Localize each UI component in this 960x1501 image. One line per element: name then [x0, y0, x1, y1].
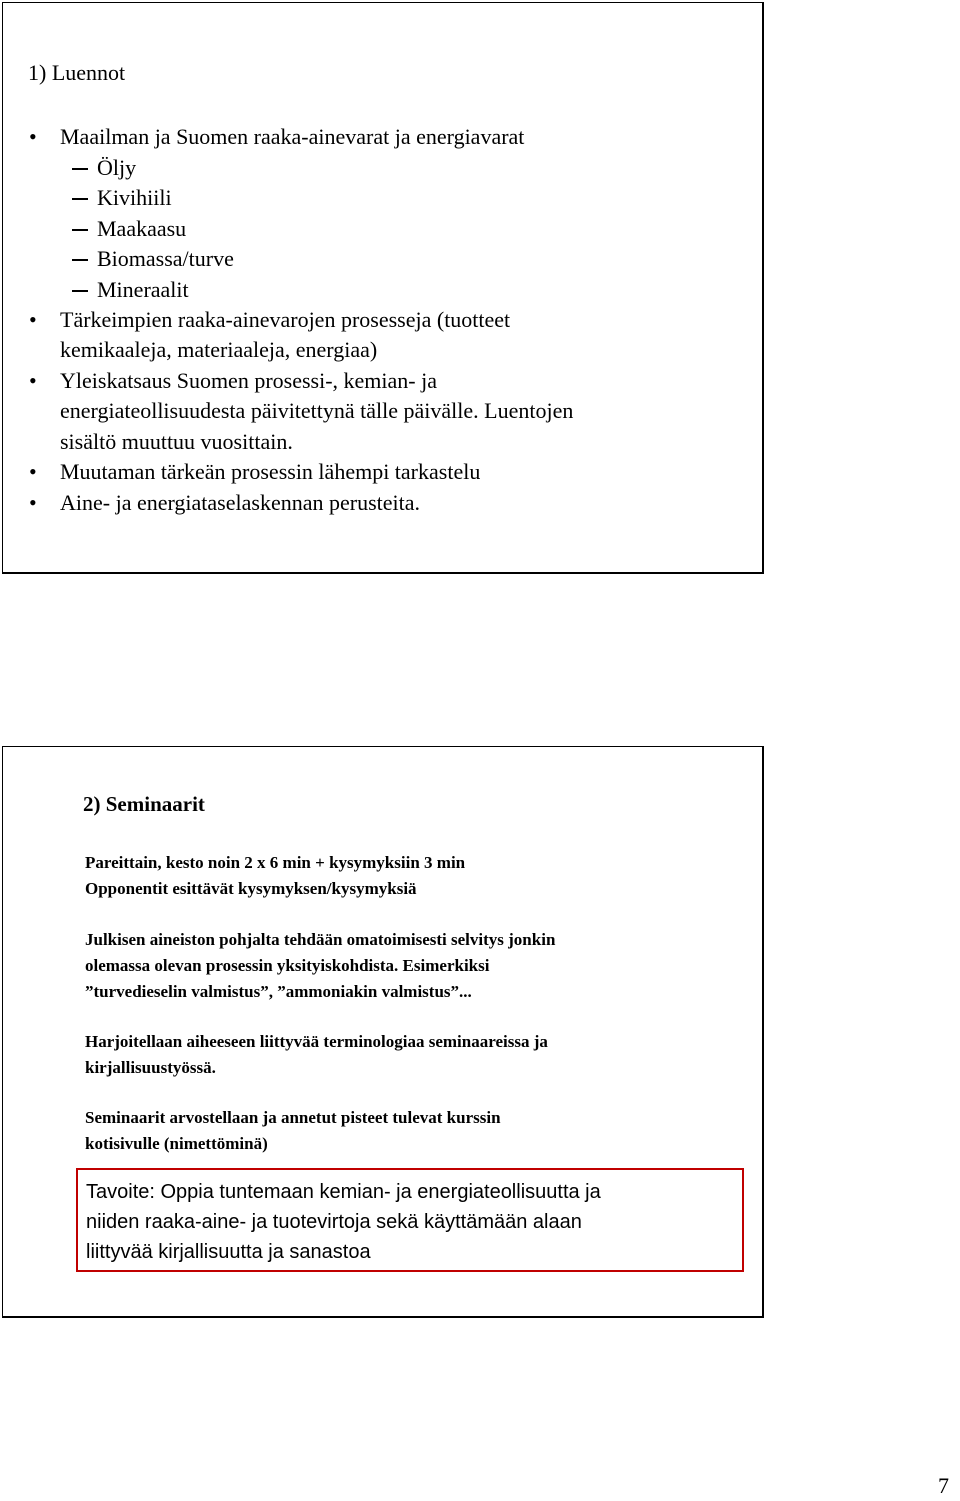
bullet-closer-look: Muutaman tärkeän prosessin lähempi tarkastelu — [60, 459, 481, 484]
dash-icon — [72, 198, 88, 200]
goal-line3: liittyvää kirjallisuutta ja sanastoa — [86, 1241, 371, 1263]
bullet-icon: • — [29, 124, 37, 149]
slide1-title: 1) Luennot — [28, 60, 126, 85]
seminar-grading-line2: kotisivulle (nimettöminä) — [85, 1134, 268, 1153]
goal-line1: Tavoite: Oppia tuntemaan kemian- ja energiateollisuutta ja — [86, 1181, 601, 1203]
seminar-task-line1: Julkisen aineiston pohjalta tehdään omatoimisesti selvitys jonkin — [85, 930, 556, 949]
seminar-format-line2: Opponentit esittävät kysymyksen/kysymyksiä — [85, 879, 417, 898]
seminar-task-line2: olemassa olevan prosessin yksityiskohdista. Esimerkiksi — [85, 956, 490, 975]
bullet-icon: • — [29, 368, 37, 393]
subitem-oil: Öljy — [97, 155, 137, 180]
goal-box — [76, 1168, 744, 1272]
subitem-natural-gas: Maakaasu — [97, 216, 187, 241]
page-number: 7 — [938, 1473, 949, 1498]
seminar-format-line1: Pareittain, kesto noin 2 x 6 min + kysymyksiin 3 min — [85, 853, 466, 872]
dash-icon — [72, 229, 88, 231]
bullet-overview-line1: Yleiskatsaus Suomen prosessi-, kemian- ja — [60, 368, 437, 393]
subitem-coal: Kivihiili — [97, 185, 172, 210]
bullet-icon: • — [29, 490, 37, 515]
subitem-minerals: Mineraalit — [97, 277, 189, 302]
bullet-balance-calc: Aine- ja energiataselaskennan perusteita. — [60, 490, 420, 515]
bullet-processes-line1: Tärkeimpien raaka-ainevarojen prosesseja (tuotteet — [60, 307, 511, 332]
bullet-icon: • — [29, 307, 37, 332]
seminar-grading-line1: Seminaarit arvostellaan ja annetut pisteet tulevat kurssin — [85, 1108, 501, 1127]
dash-icon — [72, 290, 88, 292]
bullet-resources: Maailman ja Suomen raaka-ainevarat ja energiavarat — [60, 124, 525, 149]
slide2-title: 2) Seminaarit — [83, 792, 205, 816]
bullet-icon: • — [29, 459, 37, 484]
bullet-overview-line2: energiateollisuudesta päivitettynä tälle päivälle. Luentojen — [60, 398, 574, 423]
subitem-biomass: Biomassa/turve — [97, 246, 234, 271]
seminar-terminology-line2: kirjallisuustyössä. — [85, 1058, 216, 1077]
dash-icon — [72, 259, 88, 261]
dash-icon — [72, 168, 88, 170]
seminar-task-line3: ”turvedieselin valmistus”, ”ammoniakin valmistus”... — [85, 982, 472, 1001]
bullet-processes-line2: kemikaaleja, materiaaleja, energiaa) — [60, 337, 378, 362]
goal-line2: niiden raaka-aine- ja tuotevirtoja sekä käyttämään alaan — [86, 1211, 582, 1233]
seminar-terminology-line1: Harjoitellaan aiheeseen liittyvää terminologiaa seminaareissa ja — [85, 1032, 548, 1051]
bullet-overview-line3: sisältö muuttuu vuosittain. — [60, 429, 293, 454]
